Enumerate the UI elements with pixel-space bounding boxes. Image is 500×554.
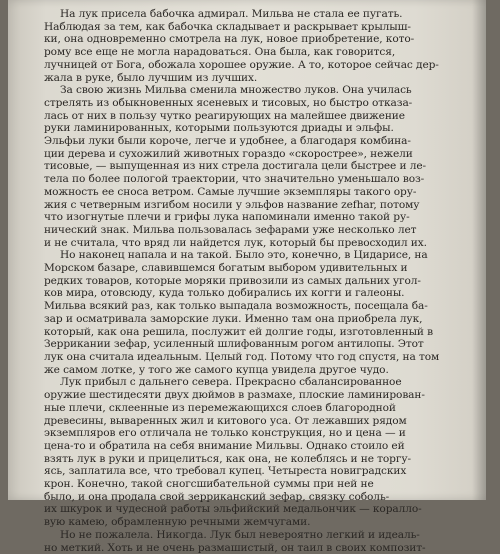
text-line: Но наконец напала и на такой. Было это, конечно, в Цидарисе, на [60,249,428,262]
text-line: зар и осматривала заморские луки. Именно там она приобрела лук, [44,312,423,325]
text-line: взять лук в руки и прицелиться, как она, не колеблясь и не торгу- [44,452,411,465]
text-line: нический знак. Мильва пользовалась зефарами уже несколько лет [44,223,417,236]
text-line: что изогнутые плечи и грифы лука напоминали именно такой ру- [44,211,410,224]
text-line: было, и она продала свой зерриканский зефар, связку соболь- [44,490,390,503]
text-line: жия с четверным изгибом носили у эльфов название zefhar, потому [44,198,420,211]
text-line: Но не пожалела. Никогда. Лук был невероятно легкий и идеаль- [60,528,420,541]
text-line: ясь, заплатила все, что требовал купец. Четыреста новиградских [44,465,407,478]
paragraph [44,8,446,84]
text-line: ков мира, отовсюду, куда только добирались их когги и галеоны. [44,287,405,300]
text-line: За свою жизнь Мильва сменила множество луков. Она училась [60,84,412,97]
text-line: который, как она решила, послужит ей долгие годы, изготовленный в [44,325,434,338]
text-line: их шкурок и чудесной работы эльфийский медальончик — коралло- [44,503,422,516]
text-line: цена-то и обратила на себя внимание Мильвы. Однако стоило ей [44,439,405,452]
text-line: крон. Конечно, такой сногсшибательной суммы при ней не [44,478,374,491]
book-gutter-shadow [472,0,486,500]
paragraph [44,529,446,554]
book-page [8,0,486,554]
text-line: Зеррикании зефар, усиленный шлифованным рогом антилопы. Этот [44,338,424,351]
text-line: Мильва всякий раз, как только выпадала возможность, посещала ба- [44,300,428,313]
text-line: ные плечи, склеенные из перемежающихся слоев благородной [44,401,396,414]
paragraph [44,84,446,249]
text-line: вую камею, обрамленную речными жемчугами. [44,516,311,529]
text-line: Морском базаре, славившемся богатым выбором удивительных и [44,262,408,275]
text-line: но меткий. Хоть и не очень размашистый, он таил в своих композит- [44,541,426,554]
text-line: можность ее сноса ветром. Самые лучшие экземпляры такого ору- [44,185,417,198]
text-line: Эльфьи луки были короче, легче и удобнее, а благодаря комбина- [44,135,411,148]
text-line: оружие шестидесяти двух дюймов в размахе, плоские ламинирован- [44,389,425,402]
text-line: руки ламинированных, которыми пользуются дриады и эльфы. [44,122,394,135]
page-text [44,8,446,554]
text-line: тела по более пологой траектории, что значительно уменьшало воз- [44,173,425,186]
text-line: лась от них в пользу чутко реагирующих на малейшее движение [44,109,405,122]
text-line: лук она считала идеальным. Целый год. Потому что год спустя, на том [44,350,440,363]
text-line: ки, она одновременно смотрела на лук, новое приобретение, кото- [44,33,415,46]
paragraph [44,249,446,376]
text-line: ции дерева и сухожилий животных гораздо «скорострее», нежели [44,147,413,160]
text-line: экземпляров его отличала не только конструкция, но и цена — и [44,427,406,440]
text-line: лучницей от Бога, обожала хорошее оружие. А то, которое сейчас дер- [44,58,439,71]
text-line: древесины, вываренных жил и китового уса. От лежавших рядом [44,414,407,427]
text-line: На лук присела бабочка адмирал. Мильва не стала ее пугать. [60,8,403,20]
text-line: и не считала, что вряд ли найдется лук, который бы превосходил их. [44,236,427,249]
text-line: Наблюдая за тем, как бабочка складывает и раскрывает крылыш- [44,20,411,33]
text-line: рому все еще не могла нарадоваться. Она была, как говорится, [44,46,396,59]
text-line: же самом лотке, у того же самого купца увидела другое чудо. [44,363,389,376]
text-line: редких товаров, которые моряки привозили из самых дальних угол- [44,274,421,287]
paragraph [44,376,446,528]
text-line: Лук прибыл с дальнего севера. Прекрасно сбалансированное [60,376,402,389]
text-line: тисовые, — выпущенная из них стрела достигала цели быстрее и ле- [44,160,426,173]
text-line: стрелять из обыкновенных ясеневых и тисовых, но быстро отказа- [44,96,413,109]
text-line: жала в руке, было лучшим из лучших. [44,71,258,84]
